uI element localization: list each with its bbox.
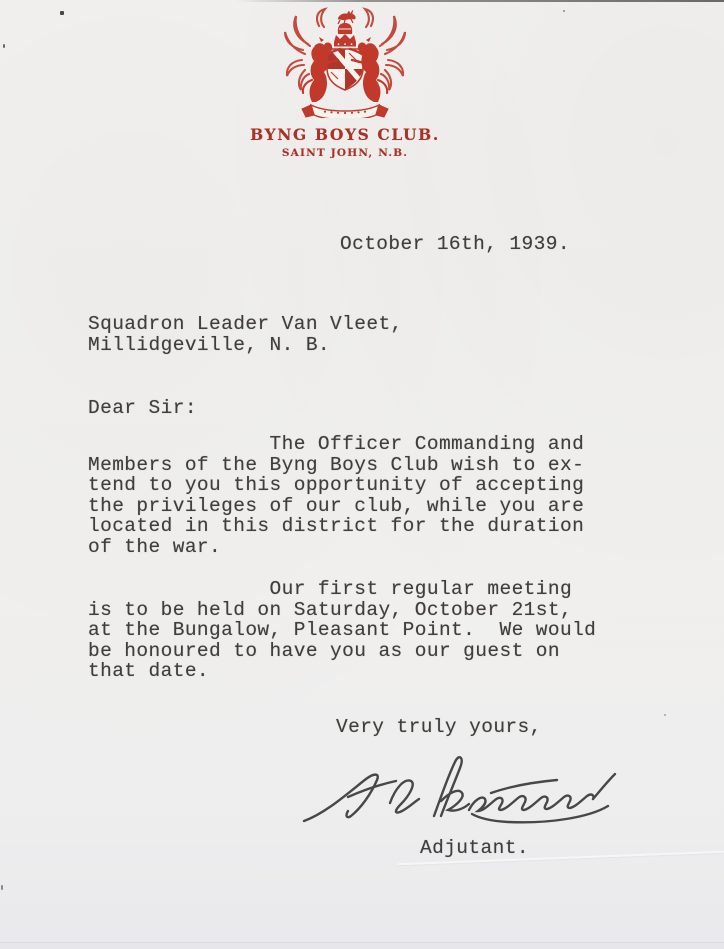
body-paragraph <box>88 579 596 682</box>
scan-speck <box>1 885 3 890</box>
body-line: tend to you this opportunity of accepting <box>88 474 585 497</box>
scan-speck <box>3 44 5 48</box>
recipient-line: Squadron Leader Van Vleet, <box>88 313 403 335</box>
letterhead <box>225 6 465 159</box>
body-line: The Officer Commanding and <box>88 433 585 455</box>
letter-date: October 16th, 1939. <box>340 233 570 255</box>
body-line: is to be held on Saturday, October 21st, <box>88 598 573 621</box>
body-line: Members of the Byng Boys Club wish to ex- <box>88 453 585 476</box>
body-paragraph <box>88 434 584 558</box>
salutation: Dear Sir: <box>88 397 197 419</box>
recipient-address <box>88 314 403 355</box>
recipient-line: Millidgeville, N. B. <box>88 333 331 356</box>
signer-title: Adjutant. <box>420 837 529 859</box>
body-line: of the war. <box>88 535 222 558</box>
body-line: at the Bungalow, Pleasant Point. We would <box>88 619 597 642</box>
body-line: the privileges of our club, while you are <box>88 494 585 517</box>
body-line: that date. <box>88 660 210 683</box>
club-crest-icon <box>275 6 415 118</box>
scan-edge-top <box>235 0 724 2</box>
club-location: SAINT JOHN, N.B. <box>281 147 409 159</box>
scan-edge-bottom <box>0 942 724 949</box>
body-line: located in this district for the duration <box>88 515 585 538</box>
scan-speck <box>563 10 565 12</box>
signature-handwriting <box>298 753 633 848</box>
scan-speck <box>664 714 666 716</box>
club-name: BYNG BOYS CLUB. <box>250 125 440 144</box>
body-line: be honoured to have you as our guest on <box>88 639 560 662</box>
closing: Very truly yours, <box>336 716 542 738</box>
body-line: Our first regular meeting <box>88 578 573 600</box>
scan-speck <box>60 11 64 15</box>
